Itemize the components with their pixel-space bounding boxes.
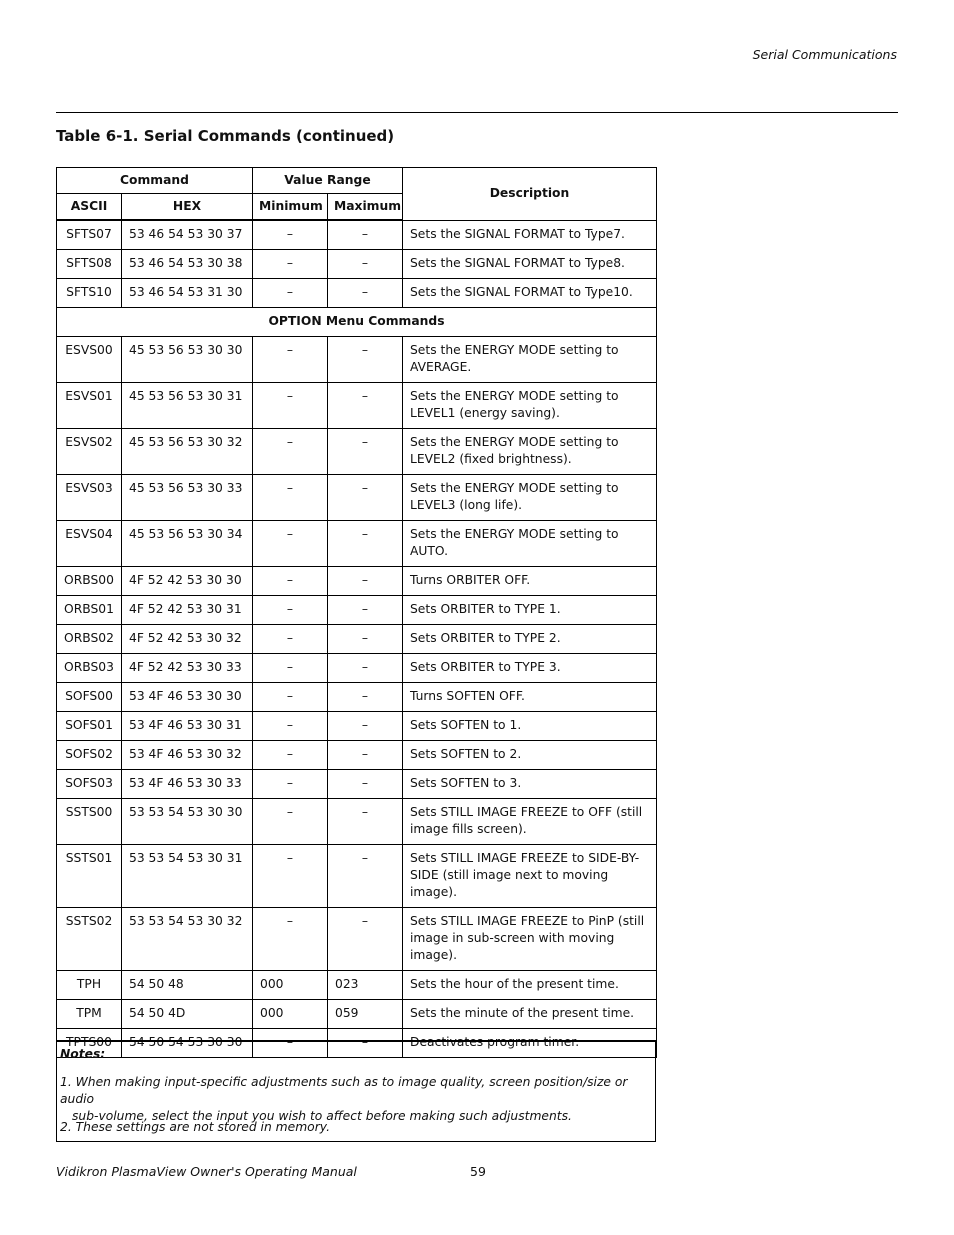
- footer-manual-title: Vidikron PlasmaView Owner's Operating Manual: [56, 1164, 357, 1179]
- cell-hex: 54 50 4D: [122, 1000, 253, 1029]
- table-title: Table 6-1. Serial Commands (continued): [56, 127, 395, 145]
- cell-description: Sets the ENERGY MODE setting to AVERAGE.: [403, 337, 657, 383]
- cell-maximum: –: [328, 625, 403, 654]
- cell-description: Sets ORBITER to TYPE 3.: [403, 654, 657, 683]
- cell-minimum: –: [253, 908, 328, 971]
- cell-maximum: –: [328, 799, 403, 845]
- header-maximum: Maximum: [328, 194, 403, 221]
- cell-maximum: –: [328, 220, 403, 250]
- cell-ascii: SOFS03: [57, 770, 122, 799]
- cell-hex: 53 4F 46 53 30 31: [122, 712, 253, 741]
- cell-description: Sets the ENERGY MODE setting to LEVEL3 (long life).: [403, 475, 657, 521]
- cell-maximum: –: [328, 521, 403, 567]
- note-1: [60, 1074, 640, 1125]
- cell-hex: 53 46 54 53 30 37: [122, 220, 253, 250]
- table-row: [57, 908, 657, 971]
- cell-maximum: 059: [328, 1000, 403, 1029]
- cell-minimum: –: [253, 1029, 328, 1058]
- cell-description: Sets ORBITER to TYPE 1.: [403, 596, 657, 625]
- cell-minimum: –: [253, 429, 328, 475]
- cell-maximum: –: [328, 845, 403, 908]
- table-body-option-menu: [57, 337, 657, 1058]
- cell-ascii: TPM: [57, 1000, 122, 1029]
- cell-maximum: –: [328, 475, 403, 521]
- cell-ascii: TPH: [57, 971, 122, 1000]
- cell-maximum: 023: [328, 971, 403, 1000]
- cell-hex: 4F 52 42 53 30 33: [122, 654, 253, 683]
- cell-maximum: –: [328, 908, 403, 971]
- cell-maximum: –: [328, 567, 403, 596]
- cell-hex: 4F 52 42 53 30 30: [122, 567, 253, 596]
- cell-description: Sets STILL IMAGE FREEZE to SIDE-BY-SIDE (still image next to moving image).: [403, 845, 657, 908]
- header-rule: [56, 112, 898, 113]
- cell-ascii: SSTS02: [57, 908, 122, 971]
- cell-description: Sets the SIGNAL FORMAT to Type7.: [403, 220, 657, 250]
- table-row: [57, 654, 657, 683]
- cell-maximum: –: [328, 741, 403, 770]
- cell-hex: 45 53 56 53 30 33: [122, 475, 253, 521]
- cell-description: Sets the ENERGY MODE setting to LEVEL2 (fixed brightness).: [403, 429, 657, 475]
- cell-hex: 45 53 56 53 30 31: [122, 383, 253, 429]
- cell-ascii: SFTS10: [57, 279, 122, 308]
- cell-minimum: 000: [253, 1000, 328, 1029]
- cell-minimum: –: [253, 220, 328, 250]
- cell-description: Turns SOFTEN OFF.: [403, 683, 657, 712]
- cell-maximum: –: [328, 383, 403, 429]
- cell-minimum: –: [253, 741, 328, 770]
- note-1-line-1: 1. When making input-specific adjustments such as to image quality, screen position/size or audio: [60, 1075, 628, 1106]
- cell-description: Deactivates program timer.: [403, 1029, 657, 1058]
- cell-maximum: –: [328, 250, 403, 279]
- table-row: [57, 1000, 657, 1029]
- table-row: [57, 383, 657, 429]
- cell-hex: 45 53 56 53 30 30: [122, 337, 253, 383]
- table-row: [57, 279, 657, 308]
- cell-ascii: SSTS00: [57, 799, 122, 845]
- cell-hex: 53 53 54 53 30 30: [122, 799, 253, 845]
- section-option-menu: OPTION Menu Commands: [57, 308, 657, 337]
- header-hex: HEX: [122, 194, 253, 221]
- cell-ascii: ESVS04: [57, 521, 122, 567]
- cell-hex: 45 53 56 53 30 32: [122, 429, 253, 475]
- cell-ascii: SOFS00: [57, 683, 122, 712]
- cell-maximum: –: [328, 596, 403, 625]
- table-row: [57, 250, 657, 279]
- note-1-line-2: sub-volume, select the input you wish to affect before making such adjustments.: [72, 1109, 572, 1123]
- cell-description: Sets the ENERGY MODE setting to LEVEL1 (energy saving).: [403, 383, 657, 429]
- cell-ascii: ORBS03: [57, 654, 122, 683]
- cell-maximum: –: [328, 1029, 403, 1058]
- cell-maximum: –: [328, 279, 403, 308]
- table-row: [57, 971, 657, 1000]
- table-row: [57, 799, 657, 845]
- cell-hex: 53 53 54 53 30 32: [122, 908, 253, 971]
- cell-ascii: ESVS02: [57, 429, 122, 475]
- header-command: Command: [57, 168, 253, 194]
- cell-ascii: ESVS03: [57, 475, 122, 521]
- cell-description: Sets the SIGNAL FORMAT to Type10.: [403, 279, 657, 308]
- table-body-signal-format: [57, 220, 657, 308]
- table-row: [57, 220, 657, 250]
- cell-description: Sets SOFTEN to 1.: [403, 712, 657, 741]
- cell-ascii: TPTS00: [57, 1029, 122, 1058]
- cell-minimum: –: [253, 683, 328, 712]
- cell-hex: 53 46 54 53 31 30: [122, 279, 253, 308]
- cell-description: Sets ORBITER to TYPE 2.: [403, 625, 657, 654]
- cell-ascii: ORBS01: [57, 596, 122, 625]
- header-value-range: Value Range: [253, 168, 403, 194]
- cell-hex: 4F 52 42 53 30 31: [122, 596, 253, 625]
- cell-description: Sets the hour of the present time.: [403, 971, 657, 1000]
- cell-minimum: –: [253, 521, 328, 567]
- cell-hex: 54 50 54 53 30 30: [122, 1029, 253, 1058]
- cell-maximum: –: [328, 429, 403, 475]
- cell-minimum: 000: [253, 971, 328, 1000]
- cell-maximum: –: [328, 654, 403, 683]
- cell-ascii: SOFS01: [57, 712, 122, 741]
- cell-description: Sets SOFTEN to 2.: [403, 741, 657, 770]
- cell-minimum: –: [253, 712, 328, 741]
- cell-minimum: –: [253, 337, 328, 383]
- cell-maximum: –: [328, 770, 403, 799]
- cell-maximum: –: [328, 712, 403, 741]
- note-2: 2. These settings are not stored in memory.: [60, 1120, 330, 1134]
- table-row: [57, 741, 657, 770]
- table-row: [57, 770, 657, 799]
- cell-hex: 54 50 48: [122, 971, 253, 1000]
- section-row: [57, 308, 657, 337]
- cell-maximum: –: [328, 337, 403, 383]
- cell-description: Turns ORBITER OFF.: [403, 567, 657, 596]
- table-row: [57, 845, 657, 908]
- cell-minimum: –: [253, 799, 328, 845]
- header-minimum: Minimum: [253, 194, 328, 221]
- table-row: [57, 567, 657, 596]
- cell-minimum: –: [253, 770, 328, 799]
- cell-ascii: SFTS08: [57, 250, 122, 279]
- cell-maximum: –: [328, 683, 403, 712]
- cell-minimum: –: [253, 250, 328, 279]
- cell-ascii: SOFS02: [57, 741, 122, 770]
- cell-hex: 53 53 54 53 30 31: [122, 845, 253, 908]
- cell-description: Sets the SIGNAL FORMAT to Type8.: [403, 250, 657, 279]
- header-description: Description: [403, 168, 657, 221]
- notes-title: Notes:: [60, 1047, 106, 1061]
- running-head: Serial Communications: [752, 47, 897, 62]
- cell-description: Sets the ENERGY MODE setting to AUTO.: [403, 521, 657, 567]
- table-row: [57, 712, 657, 741]
- cell-minimum: –: [253, 383, 328, 429]
- serial-commands-table: [56, 167, 657, 1058]
- cell-description: Sets STILL IMAGE FREEZE to PinP (still image in sub-screen with moving image).: [403, 908, 657, 971]
- page-number: 59: [470, 1164, 486, 1179]
- cell-minimum: –: [253, 596, 328, 625]
- cell-description: Sets SOFTEN to 3.: [403, 770, 657, 799]
- cell-hex: 53 4F 46 53 30 32: [122, 741, 253, 770]
- table-row: [57, 683, 657, 712]
- cell-ascii: ESVS01: [57, 383, 122, 429]
- cell-minimum: –: [253, 567, 328, 596]
- cell-hex: 45 53 56 53 30 34: [122, 521, 253, 567]
- table-row: [57, 521, 657, 567]
- cell-minimum: –: [253, 845, 328, 908]
- cell-hex: 53 46 54 53 30 38: [122, 250, 253, 279]
- cell-hex: 4F 52 42 53 30 32: [122, 625, 253, 654]
- table-row: [57, 475, 657, 521]
- table-row: [57, 596, 657, 625]
- cell-hex: 53 4F 46 53 30 30: [122, 683, 253, 712]
- notes-box: [56, 1040, 656, 1142]
- cell-hex: 53 4F 46 53 30 33: [122, 770, 253, 799]
- cell-ascii: ESVS00: [57, 337, 122, 383]
- cell-minimum: –: [253, 475, 328, 521]
- table-row: [57, 625, 657, 654]
- cell-ascii: SFTS07: [57, 220, 122, 250]
- table-row: [57, 337, 657, 383]
- header-ascii: ASCII: [57, 194, 122, 221]
- cell-description: Sets STILL IMAGE FREEZE to OFF (still image fills screen).: [403, 799, 657, 845]
- cell-ascii: ORBS00: [57, 567, 122, 596]
- cell-minimum: –: [253, 654, 328, 683]
- cell-minimum: –: [253, 279, 328, 308]
- cell-minimum: –: [253, 625, 328, 654]
- cell-description: Sets the minute of the present time.: [403, 1000, 657, 1029]
- cell-ascii: SSTS01: [57, 845, 122, 908]
- cell-ascii: ORBS02: [57, 625, 122, 654]
- table-row: [57, 429, 657, 475]
